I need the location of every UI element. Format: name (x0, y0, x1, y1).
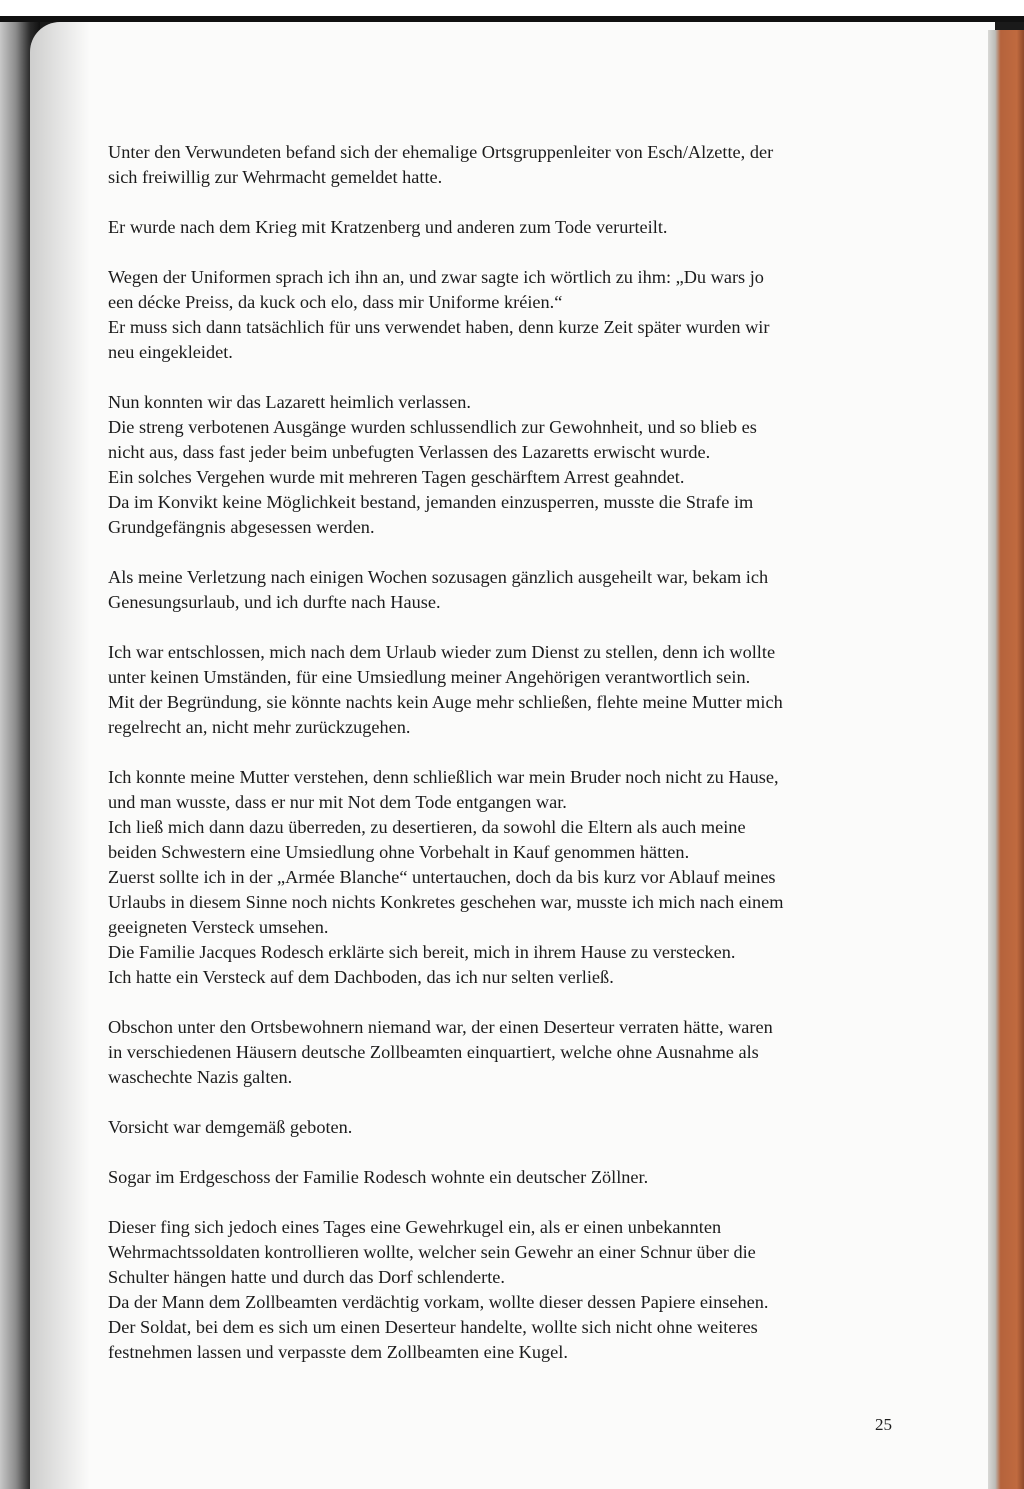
text-line: und man wusste, dass er nur mit Not dem Tode entgangen war. (108, 792, 567, 812)
text-line: Die Familie Jacques Rodesch erklärte sich bereit, mich in ihrem Hause zu verstecken. (108, 942, 736, 962)
text-line: Dieser fing sich jedoch eines Tages eine Gewehrkugel ein, als er einen unbekannten (108, 1217, 722, 1237)
text-line: Vorsicht war demgemäß geboten. (108, 1117, 353, 1137)
text-line: Ich ließ mich dann dazu überreden, zu desertieren, da sowohl die Eltern als auch meine (108, 817, 746, 837)
paragraph (108, 215, 784, 240)
text-line: Er wurde nach dem Krieg mit Kratzenberg und anderen zum Tode verurteilt. (108, 217, 668, 237)
text-line: Ich konnte meine Mutter verstehen, denn schließlich war mein Bruder noch nicht zu Hause, (108, 767, 779, 787)
text-line: Ich hatte ein Versteck auf dem Dachboden, das ich nur selten verließ. (108, 967, 614, 987)
paragraph (108, 765, 784, 990)
paragraph (108, 1115, 784, 1140)
text-line: regelrecht an, nicht mehr zurückzugehen. (108, 717, 411, 737)
text-line: Ich war entschlossen, mich nach dem Urlaub wieder zum Dienst zu stellen, denn ich wollte (108, 642, 776, 662)
paragraph (108, 390, 784, 540)
text-line: festnehmen lassen und verpasste dem Zollbeamten eine Kugel. (108, 1342, 568, 1362)
text-line: Mit der Begründung, sie könnte nachts kein Auge mehr schließen, flehte meine Mutter mich (108, 692, 783, 712)
text-line: Zuerst sollte ich in der „Armée Blanche“ untertauchen, doch da bis kurz vor Ablauf meines (108, 867, 776, 887)
text-line: Als meine Verletzung nach einigen Wochen sozusagen gänzlich ausgeheilt war, bekam ich (108, 567, 769, 587)
text-line: Sogar im Erdgeschoss der Familie Rodesch wohnte ein deutscher Zöllner. (108, 1167, 649, 1187)
paragraph (108, 140, 784, 190)
paragraph (108, 265, 784, 365)
text-line: Grundgefängnis abgesessen werden. (108, 517, 375, 537)
text-line: Da im Konvikt keine Möglichkeit bestand, jemanden einzusperren, musste die Strafe im (108, 492, 754, 512)
scan-top-edge (0, 0, 1024, 22)
page-body-text (108, 140, 784, 1390)
text-line: Der Soldat, bei dem es sich um einen Deserteur handelte, wollte sich nicht ohne weiteres (108, 1317, 758, 1337)
text-line: Da der Mann dem Zollbeamten verdächtig vorkam, wollte dieser dessen Papiere einsehen. (108, 1292, 769, 1312)
text-line: neu eingekleidet. (108, 342, 233, 362)
paragraph (108, 565, 784, 615)
text-line: Er muss sich dann tatsächlich für uns verwendet haben, denn kurze Zeit später wurden wir (108, 317, 770, 337)
text-line: Schulter hängen hatte und durch das Dorf schlenderte. (108, 1267, 505, 1287)
paragraph (108, 1165, 784, 1190)
text-line: nicht aus, dass fast jeder beim unbefugten Verlassen des Lazaretts erwischt wurde. (108, 442, 711, 462)
text-line: Unter den Verwundeten befand sich der ehemalige Ortsgruppenleiter von Esch/Alzette, der (108, 142, 774, 162)
text-line: beiden Schwestern eine Umsiedlung ohne Vorbehalt in Kauf genommen hätten. (108, 842, 690, 862)
paragraph (108, 640, 784, 740)
text-line: geeigneten Versteck umsehen. (108, 917, 329, 937)
paragraph (108, 1215, 784, 1365)
text-line: unter keinen Umständen, für eine Umsiedlung meiner Angehörigen verantwortlich sein. (108, 667, 751, 687)
text-line: Nun konnten wir das Lazarett heimlich verlassen. (108, 392, 471, 412)
text-line: Genesungsurlaub, und ich durfte nach Hause. (108, 592, 441, 612)
text-line: een décke Preiss, da kuck och elo, dass mir Uniforme kréien.“ (108, 292, 563, 312)
page-number: 25 (875, 1415, 892, 1434)
text-line: Wegen der Uniformen sprach ich ihn an, und zwar sagte ich wörtlich zu ihm: „Du wars jo (108, 267, 764, 287)
text-line: Urlaubs in diesem Sinne noch nichts Konkretes geschehen war, musste ich mich nach einem (108, 892, 784, 912)
text-line: sich freiwillig zur Wehrmacht gemeldet hatte. (108, 167, 443, 187)
text-line: Wehrmachtssoldaten kontrollieren wollte, welcher sein Gewehr an einer Schnur über die (108, 1242, 756, 1262)
paragraph (108, 1015, 784, 1090)
text-line: Obschon unter den Ortsbewohnern niemand war, der einen Deserteur verraten hätte, waren (108, 1017, 773, 1037)
text-line: Die streng verbotenen Ausgänge wurden schlussendlich zur Gewohnheit, und so blieb es (108, 417, 757, 437)
text-line: waschechte Nazis galten. (108, 1067, 293, 1087)
text-line: Ein solches Vergehen wurde mit mehreren Tagen geschärftem Arrest geahndet. (108, 467, 685, 487)
page-gutter-shadow (30, 22, 90, 1489)
text-line: in verschiedenen Häusern deutsche Zollbeamten einquartiert, welche ohne Ausnahme als (108, 1042, 759, 1062)
book-cover-edge (988, 30, 1024, 1489)
